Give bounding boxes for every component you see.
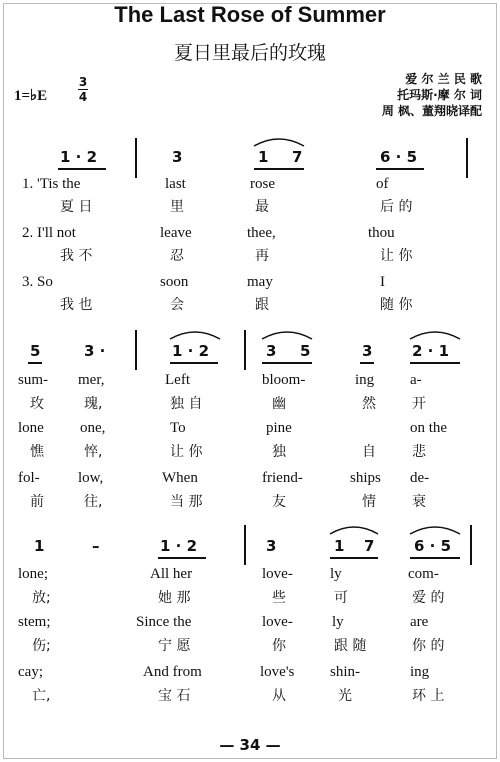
lyric-en: thee, [247, 225, 276, 241]
note: 1 · 2 [60, 148, 98, 166]
note: 1 [34, 537, 45, 555]
lyric-en: thou [368, 225, 395, 241]
lyric-en: friend- [262, 470, 303, 486]
slur [328, 522, 380, 536]
lyric-cn: 开 [412, 396, 426, 412]
lyric-en: leave [160, 225, 192, 241]
lyric-en: ing [355, 372, 375, 388]
lyric-cn: 她 那 [158, 590, 191, 606]
lyric-cn: 会 [170, 297, 184, 313]
time-signature-top: 3 [78, 75, 88, 89]
underline [376, 168, 424, 170]
lyric-en: fol- [18, 470, 40, 486]
lyric-cn: 我 不 [60, 248, 93, 264]
note: 1 · 2 [172, 342, 210, 360]
lyric-cn: 独 [272, 444, 286, 460]
lyric-cn: 夏 日 [60, 199, 93, 215]
slur [408, 522, 462, 536]
underline [170, 362, 218, 364]
lyric-cn: 你 [272, 638, 286, 654]
time-signature [78, 76, 88, 103]
underline [410, 362, 460, 364]
lyric-en: When [162, 470, 198, 486]
note: 3 [172, 148, 183, 166]
lyric-cn: 悲 [412, 444, 426, 460]
note: 1 [258, 148, 269, 166]
page-number: — 34 — [219, 736, 281, 754]
lyric-en: com- [408, 566, 439, 582]
slur [260, 327, 314, 341]
song-title: The Last Rose of Summer [114, 2, 386, 27]
barline [470, 525, 472, 565]
lyric-cn: 再 [255, 248, 269, 264]
lyric-cn: 你 的 [412, 638, 445, 654]
lyric-cn: 跟 随 [334, 638, 367, 654]
lyric-cn: 独 自 [170, 396, 203, 412]
lyric-en: last [165, 176, 186, 192]
lyric-cn: 环 上 [412, 688, 445, 704]
slur [252, 134, 306, 148]
lyric-cn: 后 的 [380, 199, 413, 215]
lyric-cn: 伤; [32, 638, 51, 654]
lyric-cn: 然 [362, 396, 376, 412]
lyric-en: are [410, 614, 429, 630]
note: 7 [292, 148, 303, 166]
lyric-en: soon [160, 274, 189, 290]
lyric-cn: 里 [170, 199, 184, 215]
lyric-en: ing [410, 664, 430, 680]
barline [135, 330, 137, 370]
note: – [92, 537, 100, 555]
underline [330, 557, 378, 559]
lyric-cn: 让 你 [170, 444, 203, 460]
lyric-en: stem; [18, 614, 51, 630]
lyric-cn: 随 你 [380, 297, 413, 313]
origin-credit: 爱 尔 兰 民 歌 [405, 72, 482, 86]
note: 1 [334, 537, 345, 555]
lyric-en: And from [143, 664, 202, 680]
lyric-en: ly [330, 566, 342, 582]
lyric-en: pine [266, 420, 292, 436]
lyric-cn: 爱 的 [412, 590, 445, 606]
lyric-cn: 当 那 [170, 494, 203, 510]
note: 3 · [84, 342, 106, 360]
note: 7 [364, 537, 375, 555]
barline [135, 138, 137, 178]
lyric-en: love- [262, 566, 293, 582]
lyric-en: ships [350, 470, 381, 486]
note: 6 · 5 [414, 537, 452, 555]
lyric-cn: 宝 石 [158, 688, 191, 704]
underline [28, 362, 42, 364]
lyric-cn: 往, [84, 494, 103, 510]
time-signature-bottom: 4 [78, 90, 88, 104]
lyric-en: of [376, 176, 389, 192]
barline [244, 525, 246, 565]
lyric-en: mer, [78, 372, 105, 388]
underline [158, 557, 206, 559]
lyric-cn: 亡, [32, 688, 51, 704]
note: 3 [266, 537, 277, 555]
lyric-en: 2. I'll not [22, 225, 76, 241]
lyric-cn: 憔 [30, 444, 44, 460]
lyric-en: low, [78, 470, 104, 486]
lyric-cn: 光 [338, 688, 352, 704]
note: 6 · 5 [380, 148, 418, 166]
lyric-en: cay; [18, 664, 43, 680]
lyric-cn: 我 也 [60, 297, 93, 313]
lyric-cn: 放; [32, 590, 51, 606]
lyric-en: bloom- [262, 372, 306, 388]
lyric-en: a- [410, 372, 422, 388]
barline [244, 330, 246, 370]
lyric-cn: 些 [272, 590, 286, 606]
lyric-cn: 宁 愿 [158, 638, 191, 654]
underline [360, 362, 374, 364]
lyric-cn: 幽 [272, 396, 286, 412]
translator-credit: 周 枫、董翔晓译配 [381, 104, 482, 118]
lyric-en: love- [262, 614, 293, 630]
barline [466, 138, 468, 178]
lyric-en: lone; [18, 566, 48, 582]
lyric-en: 1. 'Tis the [22, 176, 81, 192]
underline [58, 168, 106, 170]
slur [408, 327, 462, 341]
underline [254, 168, 304, 170]
lyric-en: shin- [330, 664, 360, 680]
song-subtitle: 夏日里最后的玫瑰 [173, 42, 326, 64]
lyric-cn: 可 [334, 590, 348, 606]
lyric-en: Since the [136, 614, 192, 630]
lyric-en: may [247, 274, 273, 290]
lyricist-credit: 托玛斯·摩 尔 词 [397, 88, 482, 102]
lyric-cn: 前 [30, 494, 44, 510]
note: 3 [266, 342, 277, 360]
lyric-en: sum- [18, 372, 48, 388]
lyric-en: 3. So [22, 274, 53, 290]
lyric-en: one, [80, 420, 106, 436]
lyric-cn: 自 [362, 444, 376, 460]
lyric-cn: 从 [272, 688, 286, 704]
note: 5 [300, 342, 311, 360]
lyric-cn: 玫 [30, 396, 44, 412]
lyric-cn: 情 [362, 494, 376, 510]
lyric-cn: 忍 [170, 248, 184, 264]
lyric-en: lone [18, 420, 44, 436]
lyric-en: de- [410, 470, 430, 486]
lyric-cn: 让 你 [380, 248, 413, 264]
lyric-en: ly [332, 614, 344, 630]
underline [410, 557, 460, 559]
lyric-en: love's [260, 664, 295, 680]
lyric-en: To [170, 420, 186, 436]
lyric-cn: 最 [255, 199, 269, 215]
key-signature: 1=♭E [14, 88, 48, 104]
lyric-en: rose [250, 176, 275, 192]
note: 5 [30, 342, 41, 360]
note: 1 · 2 [160, 537, 198, 555]
lyric-cn: 悴, [84, 444, 103, 460]
lyric-cn: 跟 [255, 297, 269, 313]
lyric-en: I [380, 274, 385, 290]
slur [168, 327, 222, 341]
lyric-cn: 友 [272, 494, 286, 510]
lyric-en: All her [150, 566, 193, 582]
underline [262, 362, 312, 364]
note: 2 · 1 [412, 342, 450, 360]
lyric-en: on the [410, 420, 448, 436]
lyric-cn: 瑰, [84, 396, 103, 412]
note: 3 [362, 342, 373, 360]
lyric-en: Left [165, 372, 190, 388]
lyric-cn: 衰 [412, 494, 426, 510]
